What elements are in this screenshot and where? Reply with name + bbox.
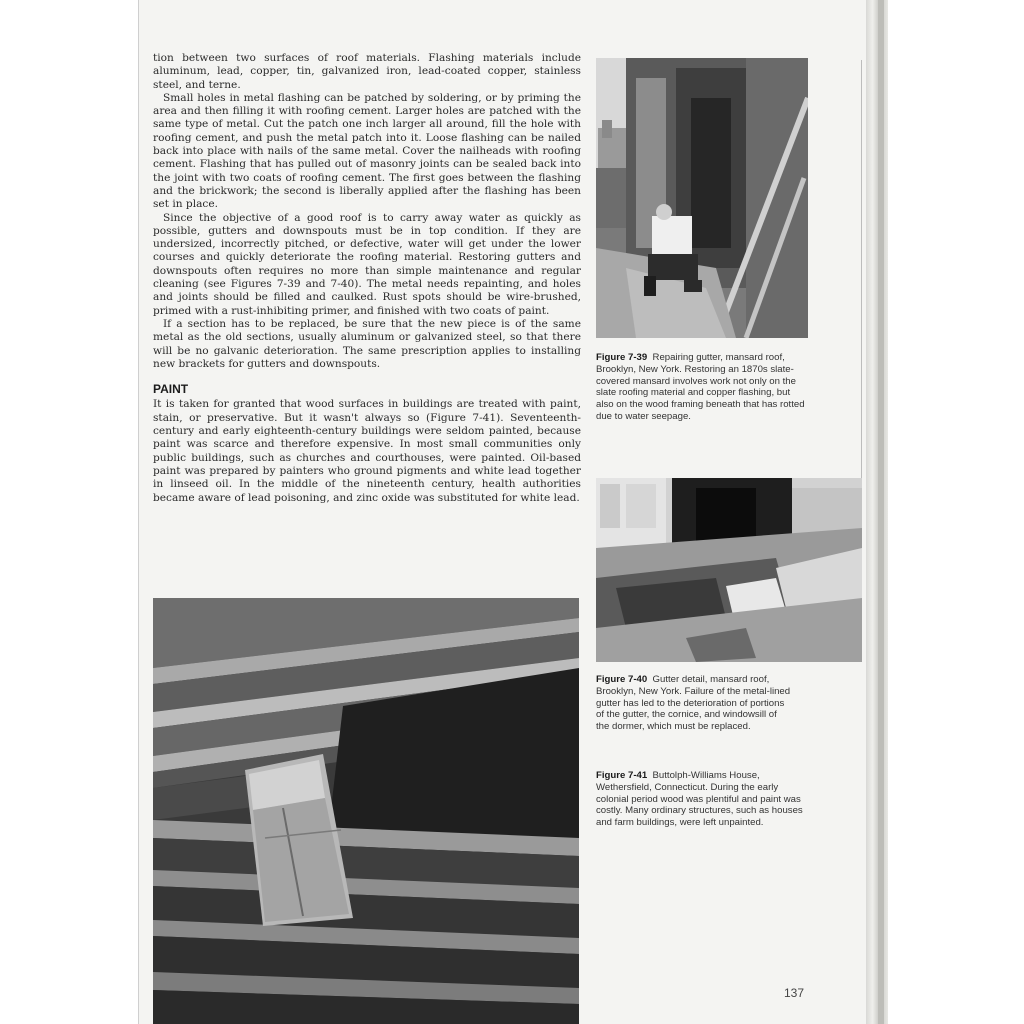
figure-7-40-photo [596,478,862,662]
figure-7-39-label: Figure 7-39 [596,352,648,363]
figure-7-41-label: Figure 7-41 [596,770,648,781]
paragraph-gutters: Since the objective of a good roof is to carry away water as quickly as possible, gutters and downspouts must be in top condition. If they are undersized, incorrectly pitched, or defective, water will get under the lower courses and quickly deteriorate the roofing material. Restoring gutters and downspouts often requires no more than simple maintenance and regular cleaning (see Figures 7-39 and 7-40). The metal needs repainting, and holes and joints should be filled and caulked. Rust spots should be wire-brushed, primed with a rust-inhibiting primer, and finished with two coats of paint. [153,211,581,317]
page-stack-edge [866,0,888,1024]
paragraph-flashing-materials: tion between two surfaces of roof materials. Flashing materials include aluminum, lead, copper, tin, galvanized iron, lead-coated copper, stainless steel, and terne. [153,52,581,91]
column-rule [861,60,862,480]
figure-7-41-photo [153,598,579,1024]
figure-7-40-text: Gutter detail, mansard roof, Brooklyn, New York. Failure of the metal-lined gutter has led to the deterioration of portions of the gutter, the cornice, and windowsill of the dormer, which must be replaced. [596,674,791,733]
photo-clapboard-siding [153,598,579,1024]
section-heading-paint: PAINT [153,382,189,397]
photo-roof-worker [596,58,808,338]
figure-7-40-label: Figure 7-40 [596,674,648,685]
paragraph-paint: It is taken for granted that wood surfaces in buildings are treated with paint, stain, or preservative. But it wasn't always so (Figure 7-41). Seventeenth-century and early eighteenth-century buildings were seldom painted, because paint was scarce and therefore expensive. In most small communities only public buildings, such as churches and courthouses, were painted. Oil-based paint was prepared by painters who ground pigments and white lead together in linseed oil. In the middle of the nineteenth century, health authorities became aware of lead poisoning, and zinc oxide was substituted for white lead. [153,398,581,504]
page-stack-shadow [878,0,884,1024]
photo-gutter-detail [596,478,862,662]
paragraph-replacement: If a section has to be replaced, be sure that the new piece is of the same metal as the old sections, usually aluminum or galvanized steel, so that there will be no galvanic deterioration. The same prescription applies to installing new brackets for gutters and downspouts. [153,317,581,370]
main-text-column [153,52,581,505]
page-number: 137 [784,986,805,1000]
figure-7-40-caption [596,674,792,733]
paragraph-patching: Small holes in metal flashing can be patched by soldering, or by priming the area and then filling it with roofing cement. Larger holes are patched with the same type of metal. Cut the patch one inch larger all around, fill the hole with roofing cement, and push the metal patch into it. Loose flashing can be nailed back into place with nails of the same metal. Cover the nailheads with roofing cement. Flashing that has pulled out of masonry joints can be sealed back into the joint with two coats of roofing cement. The first goes between the flashing and the brickwork; the second is liberally applied after the flashing has been set in place. [153,91,581,211]
figure-7-39-text: Repairing gutter, mansard roof, Brooklyn, New York. Restoring an 1870s slate-covered mansard involves work not only on the slate roofing material and copper flashing, but also on the wood framing beneath that has rotted due to water seepage. [596,352,805,422]
figure-7-41-caption [596,770,806,829]
figure-7-41-text: Buttolph-Williams House, Wethersfield, Connecticut. During the early colonial period wood was plentiful and paint was costly. Many ordinary structures, such as houses and farm buildings, were left unpainted. [596,770,803,829]
figure-7-39-caption [596,352,808,423]
figure-7-39-photo [596,58,808,338]
